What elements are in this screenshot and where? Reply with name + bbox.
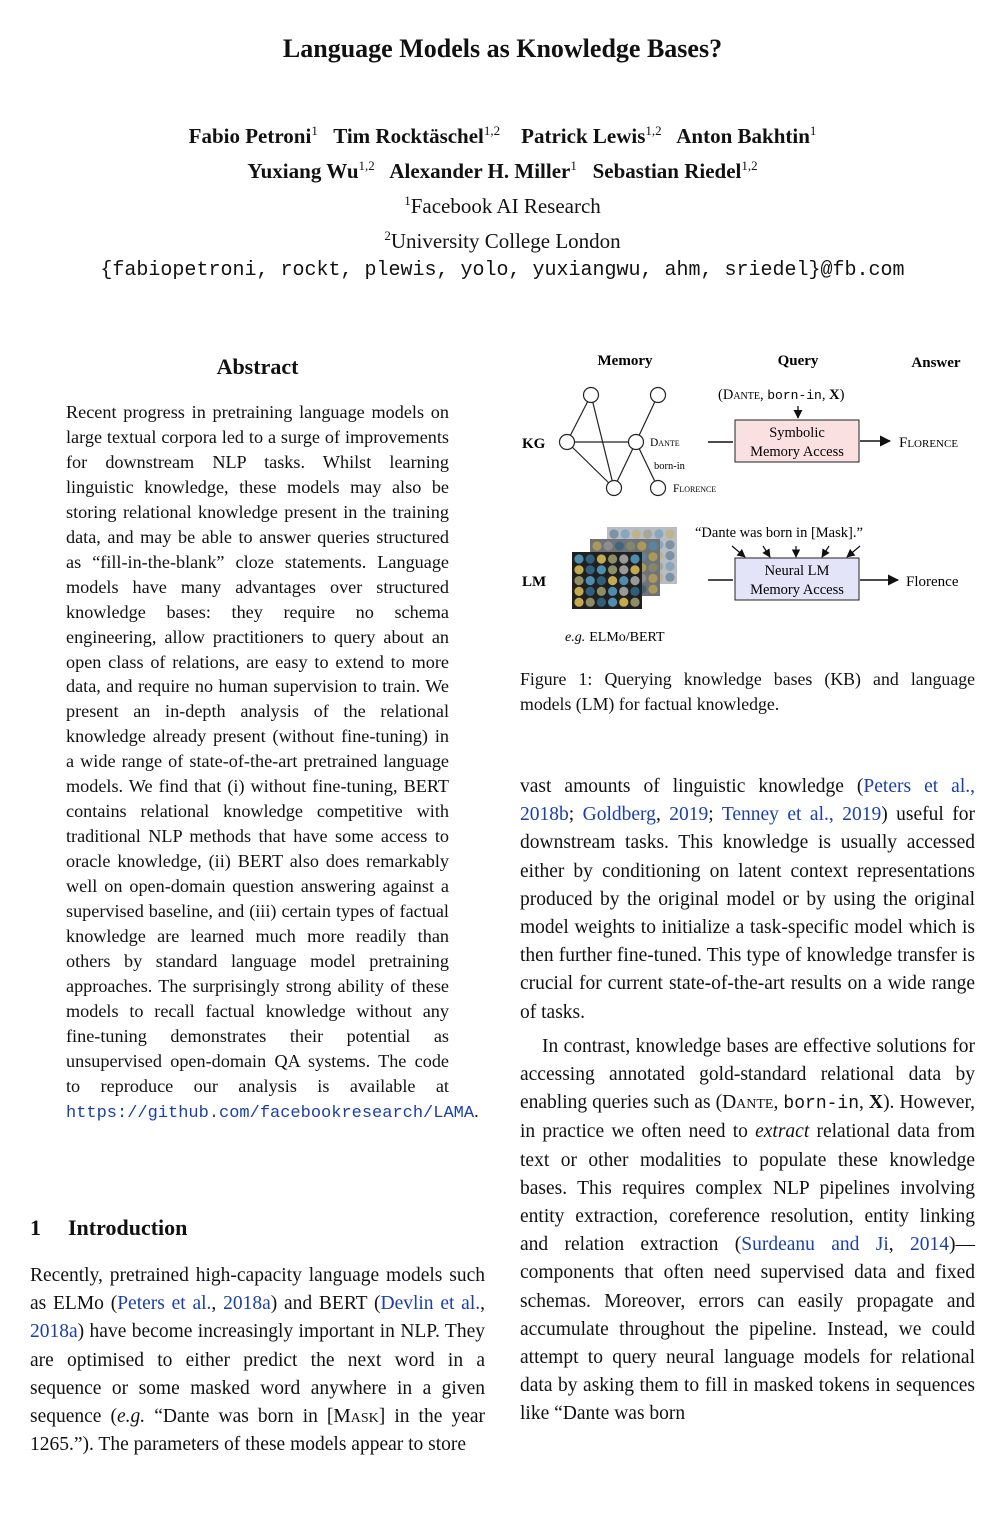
lm-grid-cell [609, 529, 618, 538]
kg-node [651, 388, 666, 403]
section-heading [30, 1215, 187, 1241]
lm-grid-cell [637, 541, 646, 550]
kg-node-label-florence: Florence [673, 483, 717, 495]
kg-node [584, 388, 599, 403]
lm-example [565, 630, 665, 645]
column-header-query: Query [777, 353, 819, 369]
lm-grid-cell [621, 529, 630, 538]
lm-grid-cell [630, 554, 639, 563]
figure-1-diagram [510, 340, 990, 660]
row-label-lm: LM [522, 574, 547, 590]
citation-link[interactable]: Devlin et al. [380, 1293, 481, 1315]
kg-node [607, 481, 622, 496]
lm-query-arrow [763, 546, 770, 557]
text: ) and BERT ( [270, 1293, 381, 1315]
text: extract [755, 1121, 810, 1143]
lm-grid-cell [586, 565, 595, 574]
kg-node-florence [651, 481, 666, 496]
text: , [859, 1092, 869, 1114]
text: Recently, pretrained high-capacity language models such as ELMo ( [30, 1265, 485, 1315]
text: e.g. [117, 1406, 146, 1428]
neural-box-label-1: Neural LM [764, 563, 830, 579]
figure-caption-label: Figure 1: [520, 669, 593, 689]
affiliation-name: University College London [390, 229, 621, 253]
text: ; [568, 804, 583, 826]
text: vast amounts of linguistic knowledge ( [520, 776, 864, 797]
lm-grid-cell [648, 552, 657, 561]
lm-grid-cell [586, 554, 595, 563]
text: , [480, 1293, 485, 1315]
lm-grid-cell [665, 573, 674, 582]
lm-grid-cell [597, 587, 606, 596]
affiliation [0, 221, 1005, 256]
author-affiliation-mark: 1,2 [741, 158, 758, 173]
lm-grid-cell [654, 529, 663, 538]
text: , [773, 1092, 784, 1114]
text: )—components that often need supervised data and fixed schemas. Moreover, errors can easily propagate and accumulate throughout the pipeline. Instead, we could attempt to query neural language models for relational data by asking them to fill in masked tokens in sequences like “Dante was born [520, 1234, 976, 1425]
right-column-text [520, 773, 975, 1429]
kg-query-open: ( [718, 387, 723, 403]
text: Mask [333, 1406, 379, 1428]
kg-node-label-dante: Dante [650, 437, 680, 449]
lm-grid-cell [604, 541, 613, 550]
lm-grid-cell [643, 529, 652, 538]
lm-grid-cell [665, 551, 674, 560]
lm-grid-cell [615, 541, 624, 550]
figure-caption-text: Querying knowledge bases (KB) and language models (LM) for factual knowledge. [520, 669, 975, 714]
author-block [0, 116, 1005, 285]
kg-query-sep: , [759, 387, 768, 403]
lm-query-arrow [847, 546, 860, 557]
code-link[interactable]: https://github.com/facebookresearch/LAMA [66, 1103, 475, 1123]
paragraph [520, 773, 975, 1027]
section-number: 1 [30, 1215, 41, 1240]
lm-grid-cell [648, 585, 657, 594]
section-title: Introduction [68, 1215, 188, 1240]
author-name: Anton Bakhtin [676, 124, 810, 148]
lm-grid-cell [608, 565, 617, 574]
lm-grid-cell [574, 554, 583, 563]
author-affiliation-mark: 1 [809, 123, 817, 138]
lm-grid-cell [619, 554, 628, 563]
lm-grid-cell [665, 529, 674, 538]
kg-query-relation: born-in [767, 388, 822, 403]
kg-query-object: X [829, 387, 840, 403]
lm-grid-cell [597, 598, 606, 607]
lm-grid-cell [619, 598, 628, 607]
intro-paragraph [30, 1262, 485, 1459]
kg-query-subject: Dante [722, 387, 760, 403]
lm-grid-cell [648, 563, 657, 572]
lm-grid-cell [574, 576, 583, 585]
text: Dante [722, 1092, 774, 1114]
text: ; [708, 804, 722, 826]
lm-example-models: ELMo/BERT [589, 630, 665, 645]
affiliation-name: Facebook AI Research [410, 194, 601, 218]
kg-edge-label-born-in: born-in [654, 461, 685, 472]
lm-grid-cell [619, 576, 628, 585]
kg-edge [567, 442, 614, 488]
citation-link[interactable]: 2018a [223, 1293, 271, 1315]
text: , [888, 1234, 911, 1256]
lm-grid-cell [586, 598, 595, 607]
author-affiliation-mark: 1,2 [358, 158, 375, 173]
affiliation [0, 186, 1005, 221]
abstract-heading: Abstract [216, 354, 299, 379]
lm-grid-cell [648, 541, 657, 550]
lm-query-arrow [732, 546, 745, 557]
lm-grid-cell [574, 598, 583, 607]
kg-query-sep: , [821, 387, 830, 403]
symbolic-box-label-2: Memory Access [750, 444, 844, 460]
author-name: Patrick Lewis [521, 124, 646, 148]
text: ] in the year 1265.”). The parameters of these models appear to store [30, 1406, 485, 1456]
kg-query-close: ) [839, 387, 845, 403]
text: , [211, 1293, 224, 1315]
lm-grid-cell [574, 587, 583, 596]
author-name: Alexander H. Miller [389, 159, 571, 183]
lm-grid-cell [619, 565, 628, 574]
figure-1 [510, 340, 990, 660]
author-affiliation-mark: 1 [570, 158, 577, 173]
lm-grid-cell [665, 540, 674, 549]
lm-grid-cell [608, 587, 617, 596]
lm-query-arrow [822, 546, 829, 557]
lm-grid-cell [574, 565, 583, 574]
text: , [655, 804, 670, 826]
author-affiliation-mark: 1,2 [483, 123, 501, 138]
lm-grid-cell [626, 541, 635, 550]
authors-line-2 [0, 151, 1005, 186]
lm-grid-cell [665, 562, 674, 571]
kg-answer: Florence [899, 435, 959, 451]
author-name: Sebastian Riedel [592, 159, 742, 183]
text: “Dante was born in [ [145, 1406, 334, 1428]
kg-node-dante [629, 435, 644, 450]
authors-line-1 [0, 116, 1005, 151]
lm-answer: Florence [906, 574, 959, 590]
text: ). However, in practice we often need to [520, 1092, 976, 1143]
abstract-end: . [474, 1100, 479, 1121]
citation-link[interactable]: Peters et al. [117, 1293, 212, 1315]
citation-link[interactable]: Surdeanu and Ji [741, 1234, 889, 1256]
lm-grid-cell [592, 541, 601, 550]
neural-box-label-2: Memory Access [750, 582, 844, 598]
lm-grid-cell [597, 576, 606, 585]
text: X [868, 1092, 884, 1114]
author-affiliation-mark: 1,2 [645, 123, 662, 138]
lm-query-arrows [732, 546, 860, 557]
author-name: Yuxiang Wu [247, 159, 359, 183]
paragraph [520, 1033, 975, 1429]
author-affiliation-mark: 1 [311, 123, 318, 138]
lm-grid-cell [630, 565, 639, 574]
citation-link[interactable]: 2018a [30, 1321, 78, 1343]
text: ) useful for downstream tasks. This knowledge is usually accessed either by conditioning on latent context representations produced by the original model or by using the original model weights to initialize a task-specific model which is then further fine-tuned. This type of knowledge transfer is crucial for current state-of-the-art results on a wide range of tasks. [520, 804, 976, 1023]
lm-grid-cell [586, 576, 595, 585]
lm-grid-cell [608, 598, 617, 607]
author-name: Tim Rocktäschel [333, 124, 484, 148]
figure-caption [520, 667, 975, 717]
abstract-paragraph: Recent progress in pretraining language models on large textual corpora led to a surge of improvements for downstream NLP tasks. Whilst learning linguistic knowledge, these models may also be storing relational knowledge present in the training data, and may be able to answer queries structured as “fill-in-the-blank” cloze statements. Language models have many advantages over structured knowledge bases: they require no schema engineering, allow practitioners to query about an open class of relations, are easy to extend to more data, and require no human supervision to train. We present an in-depth analysis of the relational knowledge already present (without fine-tuning) in a wide range of state-of-the-art pretrained language models. We find that (i) without fine-tuning, BERT contains relational knowledge competitive with traditional NLP methods that have some access to oracle knowledge, (ii) BERT also does remarkably well on open-domain question answering against a supervised baseline, and (iii) certain types of factual knowledge are learned much more readily than others by standard language model pretraining approaches. The surprisingly strong ability of these models to recall factual knowledge without any fine-tuning demonstrates their potential as unsupervised open-domain QA systems. The code to reproduce our analysis is available at [66, 402, 449, 1096]
citation-link[interactable]: Tenney et al., 2019 [721, 804, 882, 826]
author-name: Fabio Petroni [188, 124, 312, 148]
author-emails: {fabiopetroni, rockt, plewis, yolo, yuxiangwu, ahm, sriedel}@fb.com [100, 259, 905, 282]
lm-parameter-grid [572, 527, 677, 609]
citation-link[interactable]: 2014 [910, 1234, 950, 1256]
lm-grid-cell [597, 565, 606, 574]
lm-grid-cell [632, 529, 641, 538]
text: born-in [783, 1094, 860, 1115]
row-label-kg: KG [522, 436, 546, 452]
lm-grid-cell [619, 587, 628, 596]
lm-grid-cell [597, 554, 606, 563]
text: ) have become increasingly important in NLP. They are optimised to either predict the next word in a sequence or some masked word anywhere in a given sequence ( [30, 1321, 485, 1428]
citation-link[interactable]: Peters et al., 2018b [520, 776, 975, 826]
column-header-answer: Answer [911, 355, 961, 371]
column-header-memory: Memory [597, 353, 653, 369]
lm-grid-cell [630, 598, 639, 607]
lm-grid-cell [608, 576, 617, 585]
lm-example-eg: e.g. [565, 630, 586, 645]
lm-grid-cell [648, 574, 657, 583]
lm-grid-cell [586, 587, 595, 596]
text: In contrast, knowledge bases are effective solutions for accessing annotated gold-standard relational data by enabling queries such as ( [520, 1035, 975, 1114]
citation-link[interactable]: Goldberg [582, 804, 656, 826]
kg-node [560, 435, 575, 450]
lm-grid-cell [630, 587, 639, 596]
citation-link[interactable]: 2019 [669, 804, 709, 826]
lm-grid-cell [630, 576, 639, 585]
affiliation-mark: 1 [404, 193, 411, 208]
abstract-text [66, 400, 479, 1127]
symbolic-box-label-1: Symbolic [769, 425, 825, 441]
lm-grid-cell [608, 554, 617, 563]
lm-query: “Dante was born in [Mask].” [695, 525, 863, 541]
text: relational data from text or other modalities to populate these knowledge bases. This requires complex NLP pipelines involving entity extraction, coreference resolution, entity linking and relation extraction ( [520, 1121, 975, 1256]
affiliation-mark: 2 [384, 228, 391, 243]
paper-title: Language Models as Knowledge Bases? [282, 34, 723, 63]
kg-query [718, 387, 845, 403]
